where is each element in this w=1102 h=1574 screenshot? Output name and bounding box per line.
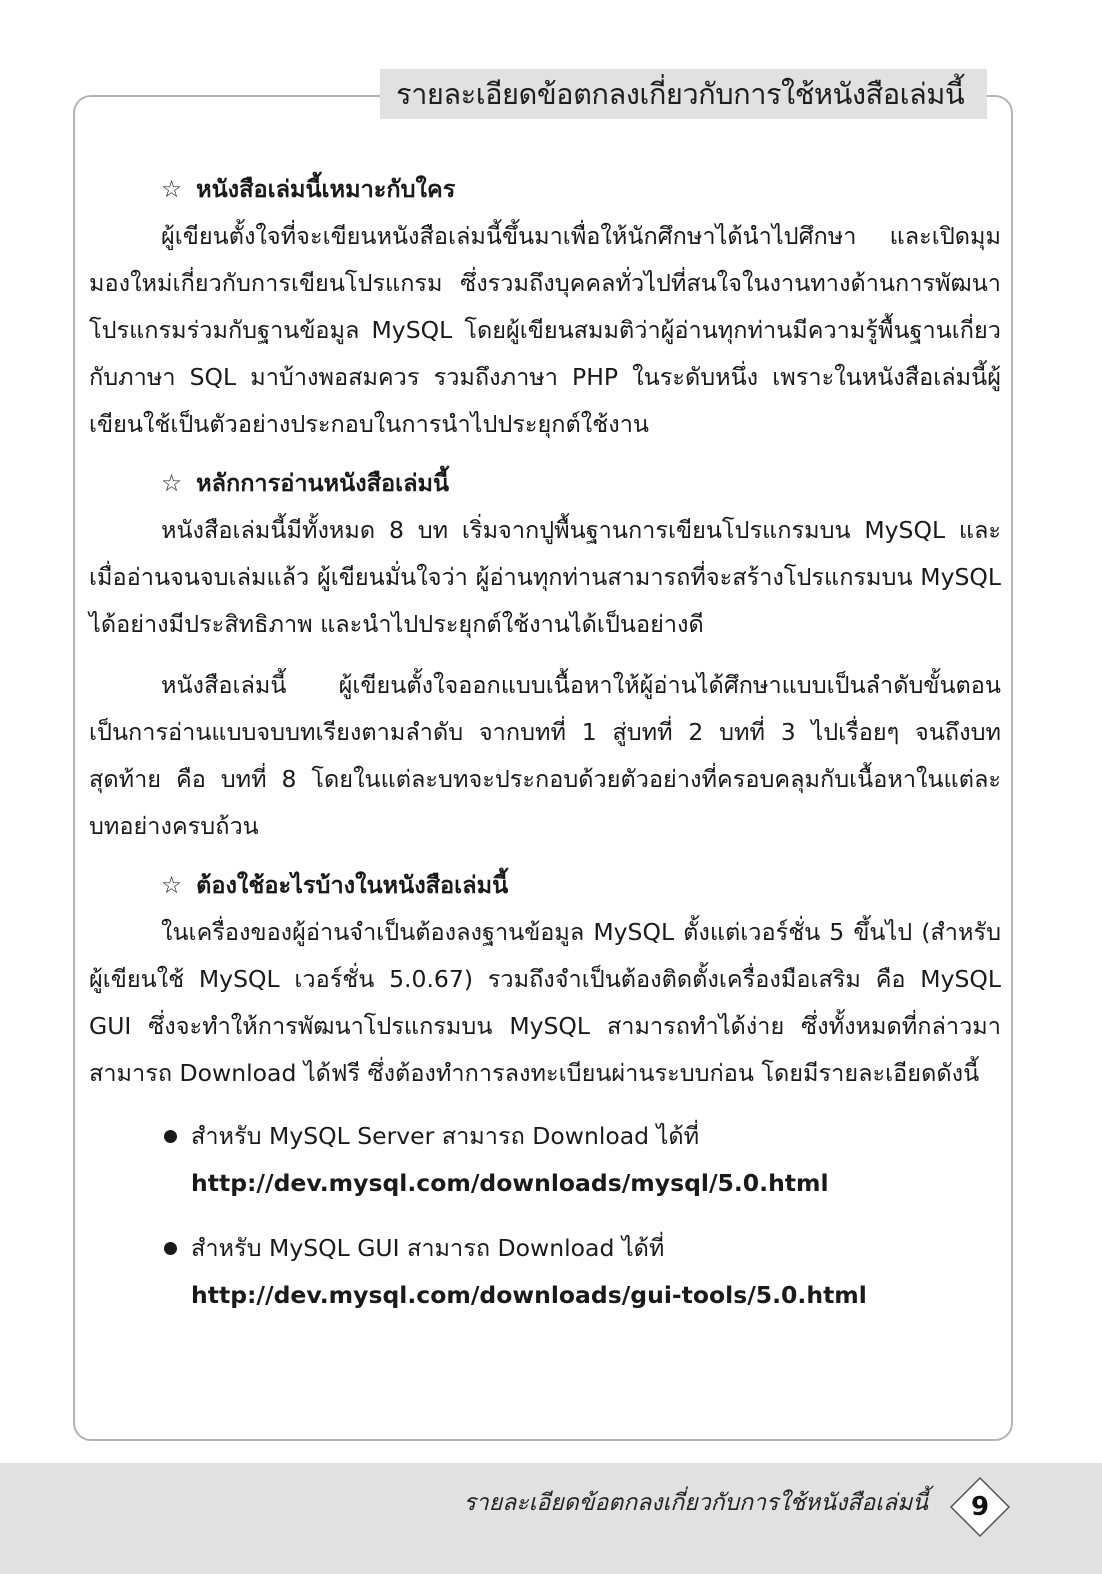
- star-outline-icon: ☆: [161, 175, 183, 203]
- page-number: 9: [970, 1492, 990, 1522]
- page-header-title: รายละเอียดข้อตกลงเกี่ยวกับการใช้หนังสือเล่มนี้: [380, 69, 987, 119]
- bullet-dot-icon: [164, 1130, 177, 1143]
- page-body: [89, 166, 1001, 1337]
- list-item: [89, 1113, 1001, 1207]
- download-url-link[interactable]: http://dev.mysql.com/downloads/gui-tools/5.0.html: [191, 1281, 867, 1309]
- list-item: [89, 1225, 1001, 1319]
- star-outline-icon: ☆: [161, 871, 183, 899]
- section-paragraph: หนังสือเล่มนี้ ผู้เขียนตั้งใจออกแบบเนื้อหาให้ผู้อ่านได้ศึกษาแบบเป็นลำดับขั้นตอน เป็นการอ่านแบบจบบทเรียงตามลำดับ จากบทที่ 1 สู่บทที่ 2 บทที่ 3 ไปเรื่อยๆ จนถึงบทสุดท้าย คือ บทที่ 8 โดยในแต่ละบทจะประกอบด้วยตัวอย่างที่ครอบคลุมกับเนื้อหาในแต่ละบทอย่างครบถ้วน: [89, 671, 1001, 840]
- section-paragraph: ในเครื่องของผู้อ่านจำเป็นต้องลงฐานข้อมูล MySQL ตั้งแต่เวอร์ชั่น 5 ขึ้นไป (สำหรับผู้เขียนใช้ MySQL เวอร์ชั่น 5.0.67) รวมถึงจำเป็นต้องติดตั้งเครื่องมือเสริม คือ MySQL GUI ซึ่งจะทำให้การพัฒนาโปรแกรมบน MySQL สามารถทำได้ง่าย ซึ่งทั้งหมดที่กล่าวมาสามารถ Download ได้ฟรี ซึ่งต้องทำการลงทะเบียนผ่านระบบก่อน โดยมีรายละเอียดดังนี้: [89, 918, 1001, 1087]
- star-outline-icon: ☆: [161, 469, 183, 497]
- section-paragraph: ผู้เขียนตั้งใจที่จะเขียนหนังสือเล่มนี้ขึ้นมาเพื่อให้นักศึกษาได้นำไปศึกษา และเปิดมุมมองใหม่เกี่ยวกับการเขียนโปรแกรม ซึ่งรวมถึงบุคคลทั่วไปที่สนใจในงานทางด้านการพัฒนาโปรแกรมร่วมกับฐานข้อมูล MySQL โดยผู้เขียนสมมติว่าผู้อ่านทุกท่านมีความรู้พื้นฐานเกี่ยวกับภาษา SQL มาบ้างพอสมควร รวมถึงภาษา PHP ในระดับหนึ่ง เพราะในหนังสือเล่มนี้ผู้เขียนใช้เป็นตัวอย่างประกอบในการนำไปประยุกต์ใช้งาน: [89, 222, 1001, 438]
- section-paragraph: หนังสือเล่มนี้มีทั้งหมด 8 บท เริ่มจากปูพื้นฐานการเขียนโปรแกรมบน MySQL และเมื่ออ่านจนจบเล่มแล้ว ผู้เขียนมั่นใจว่า ผู้อ่านทุกท่านสามารถที่จะสร้างโปรแกรมบน MySQL ได้อย่างมีประสิทธิภาพ และนำไปประยุกต์ใช้งานได้เป็นอย่างดี: [89, 516, 1001, 638]
- download-label: สำหรับ MySQL GUI สามารถ Download ได้ที่: [191, 1234, 665, 1262]
- download-list: [89, 1113, 1001, 1319]
- section-heading: [89, 166, 1001, 213]
- download-url-link[interactable]: http://dev.mysql.com/downloads/mysql/5.0.html: [191, 1169, 829, 1197]
- section-heading-text: ต้องใช้อะไรบ้างในหนังสือเล่มนี้: [196, 871, 509, 899]
- section-heading: [89, 460, 1001, 507]
- page-number-badge: [949, 1476, 1011, 1538]
- section-heading-text: หนังสือเล่มนี้เหมาะกับใคร: [196, 175, 456, 203]
- footer-running-title: รายละเอียดข้อตกลงเกี่ยวกับการใช้หนังสือเล่มนี้: [463, 1490, 928, 1516]
- section-heading-text: หลักการอ่านหนังสือเล่มนี้: [196, 469, 450, 497]
- section-heading: [89, 862, 1001, 909]
- download-label: สำหรับ MySQL Server สามารถ Download ได้ที่: [191, 1122, 700, 1150]
- bullet-dot-icon: [164, 1242, 177, 1255]
